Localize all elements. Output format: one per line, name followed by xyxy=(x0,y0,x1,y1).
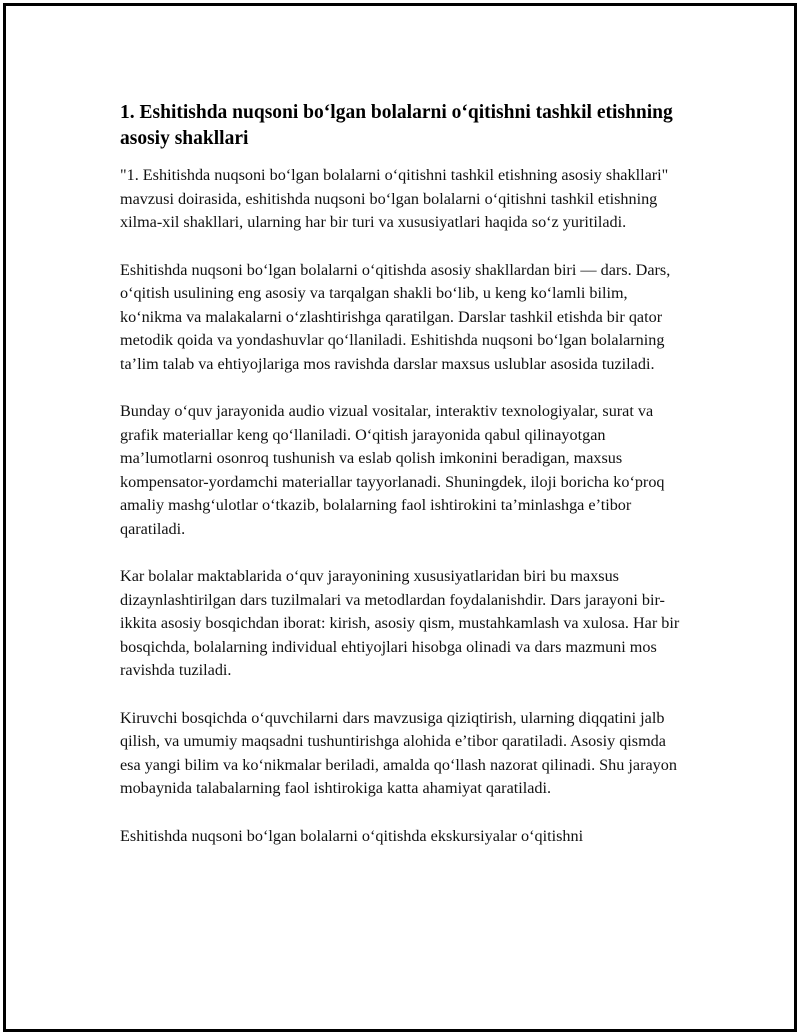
document-title: 1. Eshitishda nuqsoni bo‘lgan bolalarni o‘qitishni tashkil etishning asosiy shakllari xyxy=(120,102,673,149)
page-frame xyxy=(3,3,797,1032)
paragraph-lesson-structure: Kar bolalar maktablarida o‘quv jarayonining xususiyatlaridan biri bu maxsus dizaynlashtirilgan dars tuzilmalari va metodlardan foydalanishdir. Dars jarayoni bir-ikkita asosiy bosqichdan iborat: kirish, asosiy qism, mustahkamlash va xulosa. Har bir bosqichda, bolalarning individual ehtiyojlari hisobga olinadi va dars mazmuni mos ravishda tuziladi. xyxy=(120,567,680,679)
paragraph-intro: "1. Eshitishda nuqsoni bo‘lgan bolalarni o‘qitishni tashkil etishning asosiy shakllari" mavzusi doirasida, eshitishda nuqsoni bo‘lgan bolalarni o‘qitishni tashkil etishning xilma-xil shakllari, ularning har bir turi va xususiyatlari haqida so‘z yuritiladi. xyxy=(120,166,669,231)
paragraph-materials: Bunday o‘quv jarayonida audio vizual vositalar, interaktiv texnologiyalar, surat va grafik materiallar keng qo‘llaniladi. O‘qitish jarayonida qabul qilinayotgan ma’lumotlarni osonroq tushunish va eslab qolish imkonini beradigan, maxsus kompensator-yordamchi materiallar tayyorlanadi. Shuningdek, iloji boricha ko‘proq amaliy mashg‘ulotlar o‘tkazib, bolalarning faol ishtirokini ta’minlashga e’tibor qaratiladi. xyxy=(120,402,665,538)
paragraph-dars: Eshitishda nuqsoni bo‘lgan bolalarni o‘qitishda asosiy shakllardan biri — dars. Dars, o‘qitish usulining eng asosiy va tarqalgan shakli bo‘lib, u keng ko‘lamli bilim, ko‘nikma va malakalarni o‘zlashtirishga qaratilgan. Darslar tashkil etishda bir qator metodik qoida va yondashuvlar qo‘llaniladi. Eshitishda nuqsoni bo‘lgan bolalarning ta’lim talab va ehtiyojlariga mos ravishda darslar maxsus uslublar asosida tuziladi. xyxy=(120,260,671,373)
document-body xyxy=(120,100,680,872)
paragraph-excursions: Eshitishda nuqsoni bo‘lgan bolalarni o‘qitishda ekskursiyalar o‘qitishni xyxy=(120,826,584,845)
paragraph-lesson-stages: Kiruvchi bosqichda o‘quvchilarni dars mavzusiga qiziqtirish, ularning diqqatini jalb qilish, va umumiy maqsadni tushuntirishga alohida e’tibor qaratiladi. Asosiy qismda esa yangi bilim va ko‘nikmalar beriladi, amalda qo‘llash nazorat qilinadi. Shu jarayon mobaynida talabalarning faol ishtirokiga katta ahamiyat qaratiladi. xyxy=(120,708,677,797)
